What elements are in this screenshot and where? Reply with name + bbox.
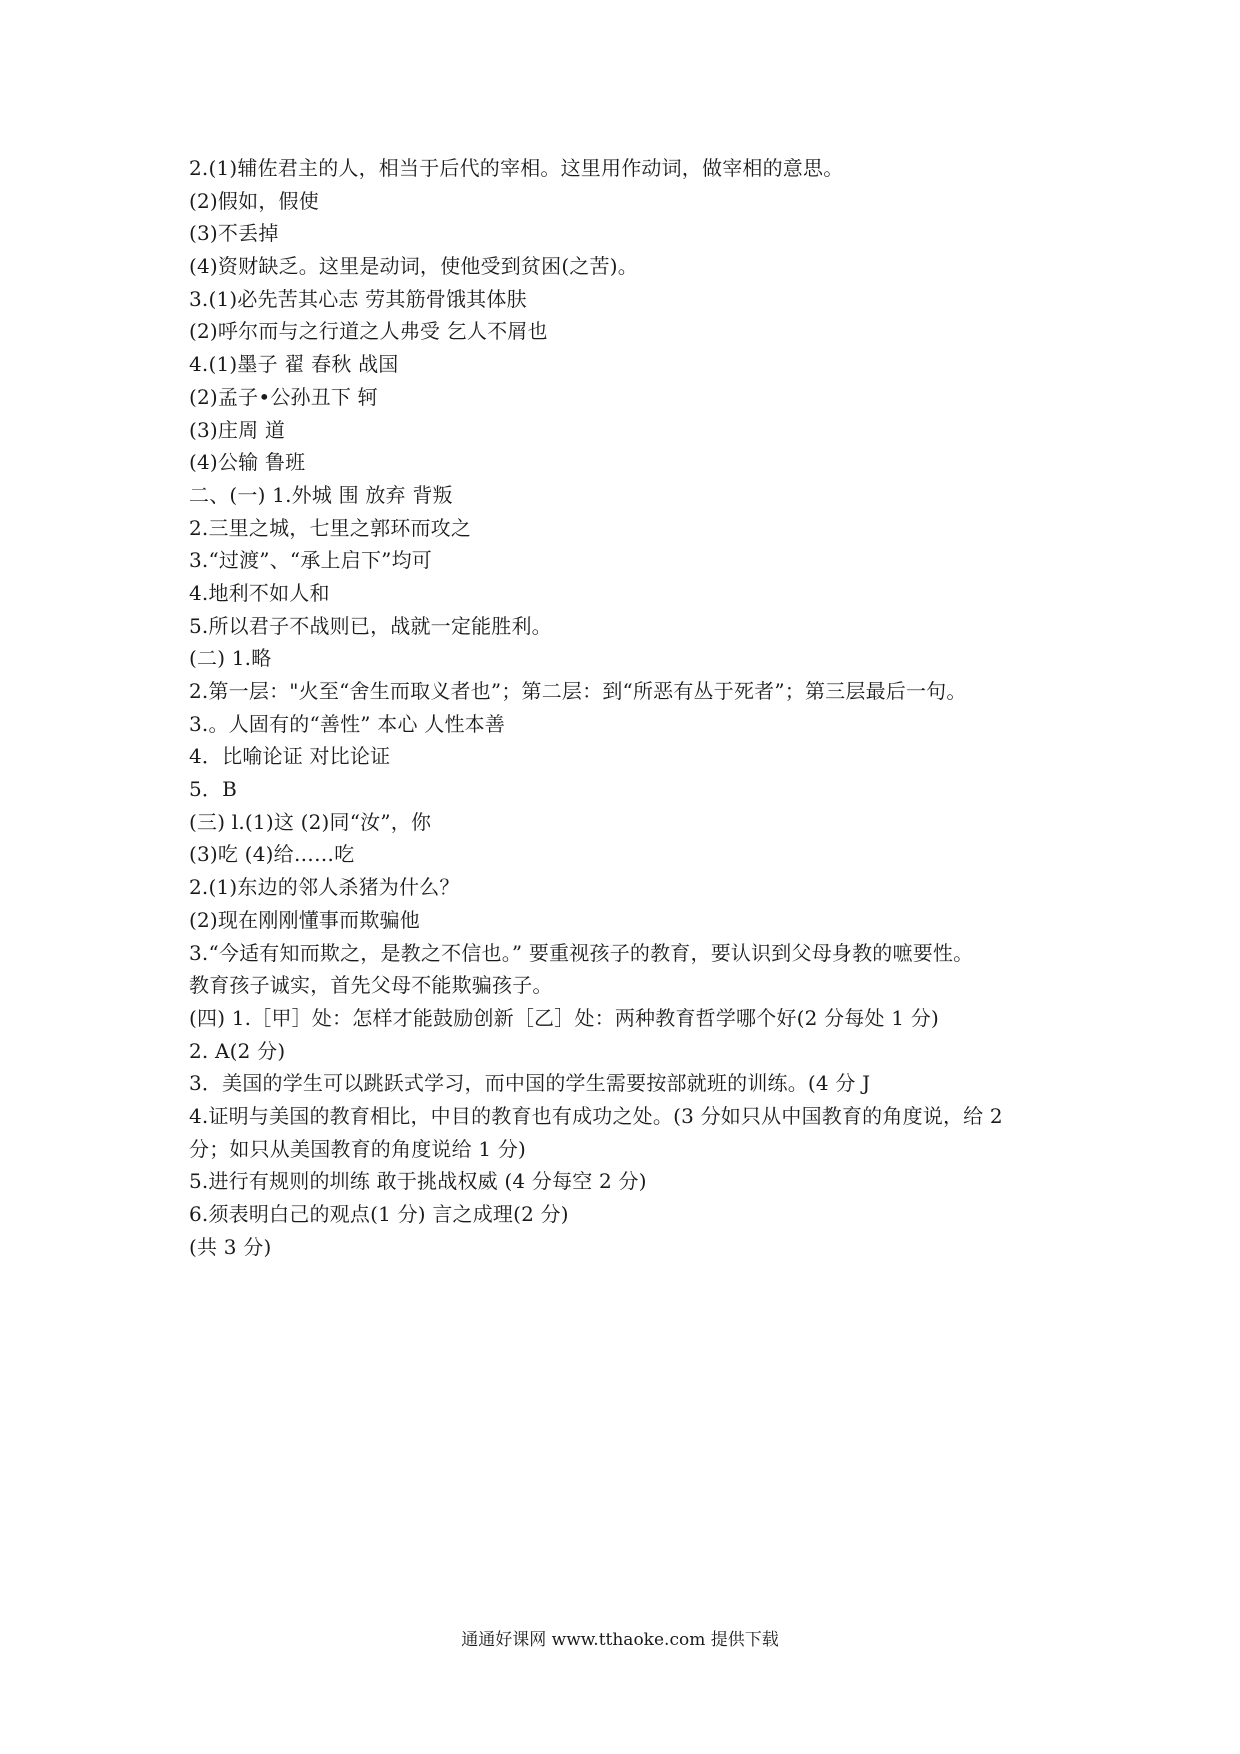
answer-line: 4.证明与美国的教育相比，中目的教育也有成功之处。(3 分如只从中国教育的角度说，给 2 — [189, 1103, 1003, 1128]
answer-line: 4．比喻论证 对比论证 — [189, 744, 391, 769]
answer-line: 2.(1)辅佐君主的人，相当于后代的宰相。这里用作动词，做宰相的意思。 — [189, 156, 844, 180]
answer-line: 6.须表明白己的观点(1 分) 言之成理(2 分) — [189, 1202, 569, 1226]
answer-line: 2.(1)东边的邻人杀猪为什么？ — [189, 875, 460, 900]
answer-line: 2. A(2 分) — [189, 1038, 286, 1063]
answer-line: (4)资财缺乏。这里是动词，使他受到贫困(之苦)。 — [189, 254, 638, 279]
answer-line: (2)孟子•公孙丑下 轲 — [189, 384, 378, 409]
answer-line: 2.第一层："火至“舍生而取义者也”；第二层：到“所恶有丛于死者”；第三层最后一句。 — [189, 679, 967, 703]
answer-line: 5.所以君子不战则已，战就一定能胜利。 — [189, 613, 552, 638]
answer-line: (共 3 分) — [189, 1234, 272, 1259]
section-heading-2-1: 二、(一) 1.外城 围 放弃 背叛 — [189, 482, 453, 507]
answer-line: 3.“过渡”、“承上启下”均可 — [189, 548, 432, 573]
answer-line: 教育孩子诚实，首先父母不能欺骗孩子。 — [189, 973, 553, 998]
answer-line: 3.“今适有知而欺之，是教之不信也。” 要重视孩子的教育，要认识到父母身教的嗻要性。 — [189, 940, 974, 965]
answer-line: 4.(1)墨子 翟 春秋 战国 — [189, 352, 399, 377]
answer-line: 3．美国的学生可以跳跃式学习，而中国的学生需要按部就班的训练。(4 分 J — [189, 1071, 871, 1096]
answer-line: 4.地利不如人和 — [189, 580, 330, 605]
section-heading-2-3: (三) l.(1)这 (2)同“汝”，你 — [189, 809, 432, 834]
answer-line: (3)吃 (4)给……吃 — [189, 842, 355, 867]
answer-line: 分；如只从美国教育的角度说给 1 分) — [189, 1136, 527, 1161]
answer-line: 2.三里之城，七里之郭环而攻之 — [189, 515, 472, 540]
section-heading-2-2: (二) 1.略 — [189, 646, 272, 671]
answer-line: (2)假如，假使 — [189, 188, 319, 213]
answer-line: (3)庄周 道 — [189, 417, 286, 442]
answer-line: 3.(1)必先苦其心志 劳其筋骨饿其体肤 — [189, 286, 527, 311]
answer-line: (3)不丢掉 — [189, 221, 279, 246]
answer-key — [189, 152, 1069, 1263]
answer-line: (2)现在刚刚懂事而欺骗他 — [189, 907, 420, 932]
answer-line: 5.进行有规则的圳练 敢于挑战权威 (4 分每空 2 分) — [189, 1169, 647, 1194]
answer-line: 3.。人固有的“善性” 本心 人性本善 — [189, 711, 506, 736]
answer-line: (4)公输 鲁班 — [189, 450, 306, 475]
section-heading-2-4: (四) 1.［甲］处：怎样才能鼓励创新［乙］处：两种教育哲学哪个好(2 分每处 1 分) — [189, 1005, 939, 1030]
answer-line: (2)呼尔而与之行道之人弗受 乞人不屑也 — [189, 319, 548, 344]
page-footer: 通通好课网 www.tthaoke.com 提供下载 — [461, 1630, 779, 1650]
answer-line: 5．B — [189, 777, 238, 802]
